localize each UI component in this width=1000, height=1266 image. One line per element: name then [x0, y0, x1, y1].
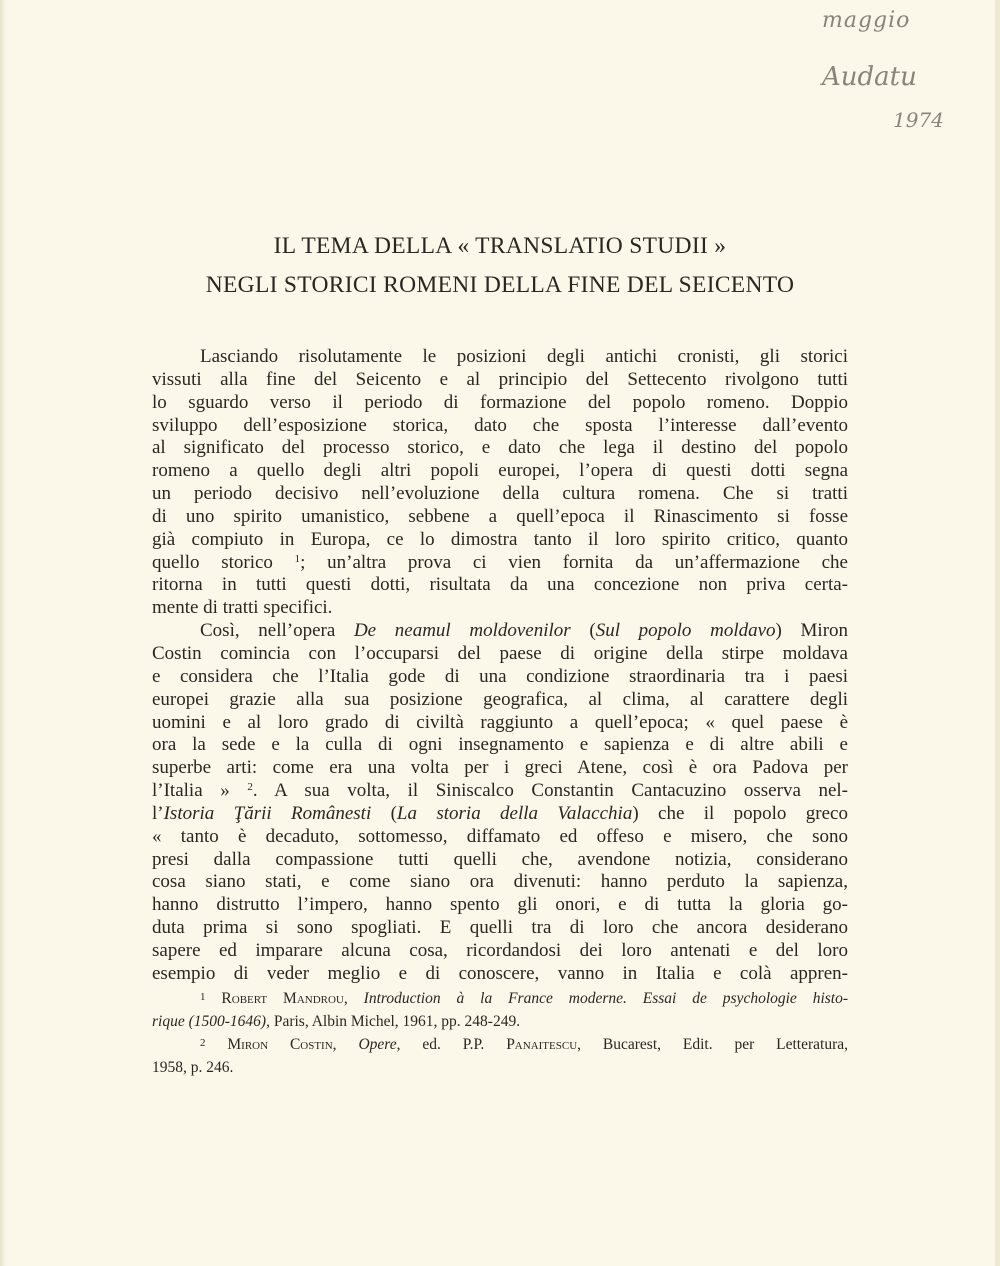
text-run: Miron Costin	[227, 1035, 333, 1053]
body-text-line	[152, 803, 848, 826]
body-text-line	[152, 392, 848, 415]
body-text-line	[152, 369, 848, 392]
italic-title: Sul popolo moldavo	[595, 620, 776, 642]
footnote-reference: 1	[200, 991, 206, 1003]
body-text-line	[152, 871, 848, 894]
italic-title: La storia della Valacchia	[396, 802, 633, 824]
body-text-line	[152, 963, 848, 986]
text-run: (	[570, 620, 596, 642]
handwritten-author-note: Audatu	[822, 62, 917, 92]
text-run: ,	[332, 1035, 359, 1053]
footnotes	[152, 990, 848, 1081]
text-run: ,	[343, 990, 364, 1007]
article-body	[152, 346, 848, 986]
text-run: l’Italia »	[152, 780, 248, 802]
text-run: Panaitescu	[506, 1035, 578, 1053]
footnote-line	[152, 1059, 848, 1082]
handwritten-year: 1974	[893, 108, 944, 132]
article-title-line-2: NEGLI STORICI ROMENI DELLA FINE DEL SEICENTO	[205, 272, 795, 298]
italic-title: De neamul moldovenilor	[353, 620, 571, 642]
body-text-line	[152, 437, 848, 460]
text-run: ora la sede e la culla di ogni insegnamento e sapienza e di altre abili e	[152, 734, 848, 756]
body-text-line	[152, 574, 848, 597]
text-run: hanno distrutto l’impero, hanno spento gli onori, e di tutta la gloria go-	[152, 894, 848, 916]
text-run: , Paris, Albin Michel, 1961, pp. 248-249.	[266, 1012, 521, 1030]
body-text-line	[152, 666, 848, 689]
body-text-line	[152, 894, 848, 917]
text-run: ritorna in tutti questi dotti, risultata da una concezione non priva certa-	[152, 574, 848, 596]
text-run: 1958, p. 246.	[152, 1058, 234, 1076]
body-text-line	[152, 346, 848, 369]
handwritten-note: maggio	[822, 8, 911, 33]
italic-title: rique (1500-1646)	[152, 1012, 267, 1030]
text-run: Così, nell’opera	[200, 620, 354, 642]
text-run: . A sua volta, il Siniscalco Constantin Cantacuzino osserva nel-	[252, 780, 848, 802]
body-text-line	[152, 415, 848, 438]
italic-title: Opere	[358, 1035, 397, 1053]
text-run: l’	[152, 802, 164, 824]
body-text-line	[152, 460, 848, 483]
body-text-line	[152, 917, 848, 940]
text-run: al significato del processo storico, e dato che lega il destino del popolo	[152, 437, 848, 459]
body-text-line	[152, 506, 848, 529]
footnote-reference: 2	[247, 781, 253, 794]
text-run: (	[371, 802, 397, 824]
text-run: un periodo decisivo nell’evoluzione della cultura romena. Che si tratti	[152, 483, 848, 505]
body-text-line	[152, 552, 848, 575]
text-run: Costin comincia con l’occuparsi del paese di origine della stirpe moldava	[152, 642, 848, 664]
text-run: ) Miron	[775, 620, 849, 642]
text-run: di uno spirito umanistico, sebbene a quell’epoca il Rinascimento si fosse	[152, 505, 848, 527]
body-text-line	[152, 757, 848, 780]
text-run: vissuti alla fine del Seicento e al principio del Settecento rivolgono tutti	[152, 368, 848, 390]
text-run: duta prima si sono spogliati. E quelli tra di loro che ancora desiderano	[152, 917, 848, 939]
page-right-edge	[995, 0, 1000, 1266]
body-text-line	[152, 780, 848, 803]
text-run: lo sguardo verso il periodo di formazione del popolo romeno. Doppio	[152, 391, 848, 413]
text-run	[206, 1036, 228, 1053]
text-run: , ed. P.P.	[396, 1035, 507, 1053]
text-run: Robert Mandrou	[221, 990, 344, 1007]
text-run	[206, 990, 222, 1007]
text-run: cosa siano stati, e come siano ora divenuti: hanno perduto la sapienza,	[152, 871, 848, 893]
text-run: « tanto è decaduto, sottomesso, diffamato ed offeso e misero, che sono	[152, 825, 848, 847]
text-run: uomini e al loro grado di civiltà raggiunto a quell’epoca; « quel paese è	[152, 711, 848, 733]
text-run: ) che il popolo greco	[632, 802, 848, 824]
footnote-line	[152, 1036, 848, 1059]
footnote-reference: 1	[294, 552, 301, 565]
body-text-line	[152, 620, 848, 643]
footnote-reference: 2	[200, 1036, 206, 1049]
text-run: sapere ed imparare alcuna cosa, ricordandosi dei loro antenati e del loro	[152, 939, 848, 961]
text-run: ; un’altra prova ci vien fornita da un’affermazione che	[300, 551, 848, 573]
body-text-line	[152, 529, 848, 552]
text-run: esempio di veder meglio e di conoscere, vanno in Italia e colà appren-	[152, 962, 848, 984]
text-run: mente di tratti specifici.	[152, 597, 333, 619]
text-run: , Bucarest, Edit. per Letteratura,	[577, 1035, 848, 1053]
text-run: Lasciando risolutamente le posizioni degli antichi cronisti, gli storici	[200, 346, 848, 367]
body-text-line	[152, 734, 848, 757]
article-title-line-1: IL TEMA DELLA « TRANSLATIO STUDII »	[273, 233, 727, 259]
text-run: superbe arti: come era una volta per i greci Atene, così è ora Padova per	[152, 757, 848, 779]
italic-title: Introduction à la France moderne. Essai de psychologie histo-	[363, 990, 849, 1007]
body-text-line	[152, 689, 848, 712]
body-text-line	[152, 483, 848, 506]
body-text-line	[152, 826, 848, 849]
text-run: sviluppo dell’esposizione storica, dato che sposta l’interesse dall’evento	[152, 414, 848, 436]
text-run: presi dalla compassione tutti quelli che, avendone notizia, considerano	[152, 848, 848, 870]
body-text-line	[152, 940, 848, 963]
body-text-line	[152, 712, 848, 735]
text-run: già compiuto in Europa, ce lo dimostra tanto il loro spirito critico, quanto	[152, 528, 848, 550]
text-run: quello storico	[152, 551, 295, 573]
text-run: e considera che l’Italia gode di una condizione straordinaria tra i paesi	[152, 665, 848, 687]
page-binding-edge	[0, 0, 6, 1266]
text-run: romeno a quello degli altri popoli europei, l’opera di questi dotti segna	[152, 460, 848, 482]
body-text-line	[152, 849, 848, 872]
body-text-line	[152, 643, 848, 666]
footnote-line	[152, 990, 848, 1013]
italic-title: Istoria Ţării Românesti	[163, 802, 372, 824]
text-run: europei grazie alla sua posizione geografica, al clima, al carattere degli	[152, 688, 848, 710]
footnote-line	[152, 1013, 848, 1036]
body-text-line	[152, 597, 848, 620]
